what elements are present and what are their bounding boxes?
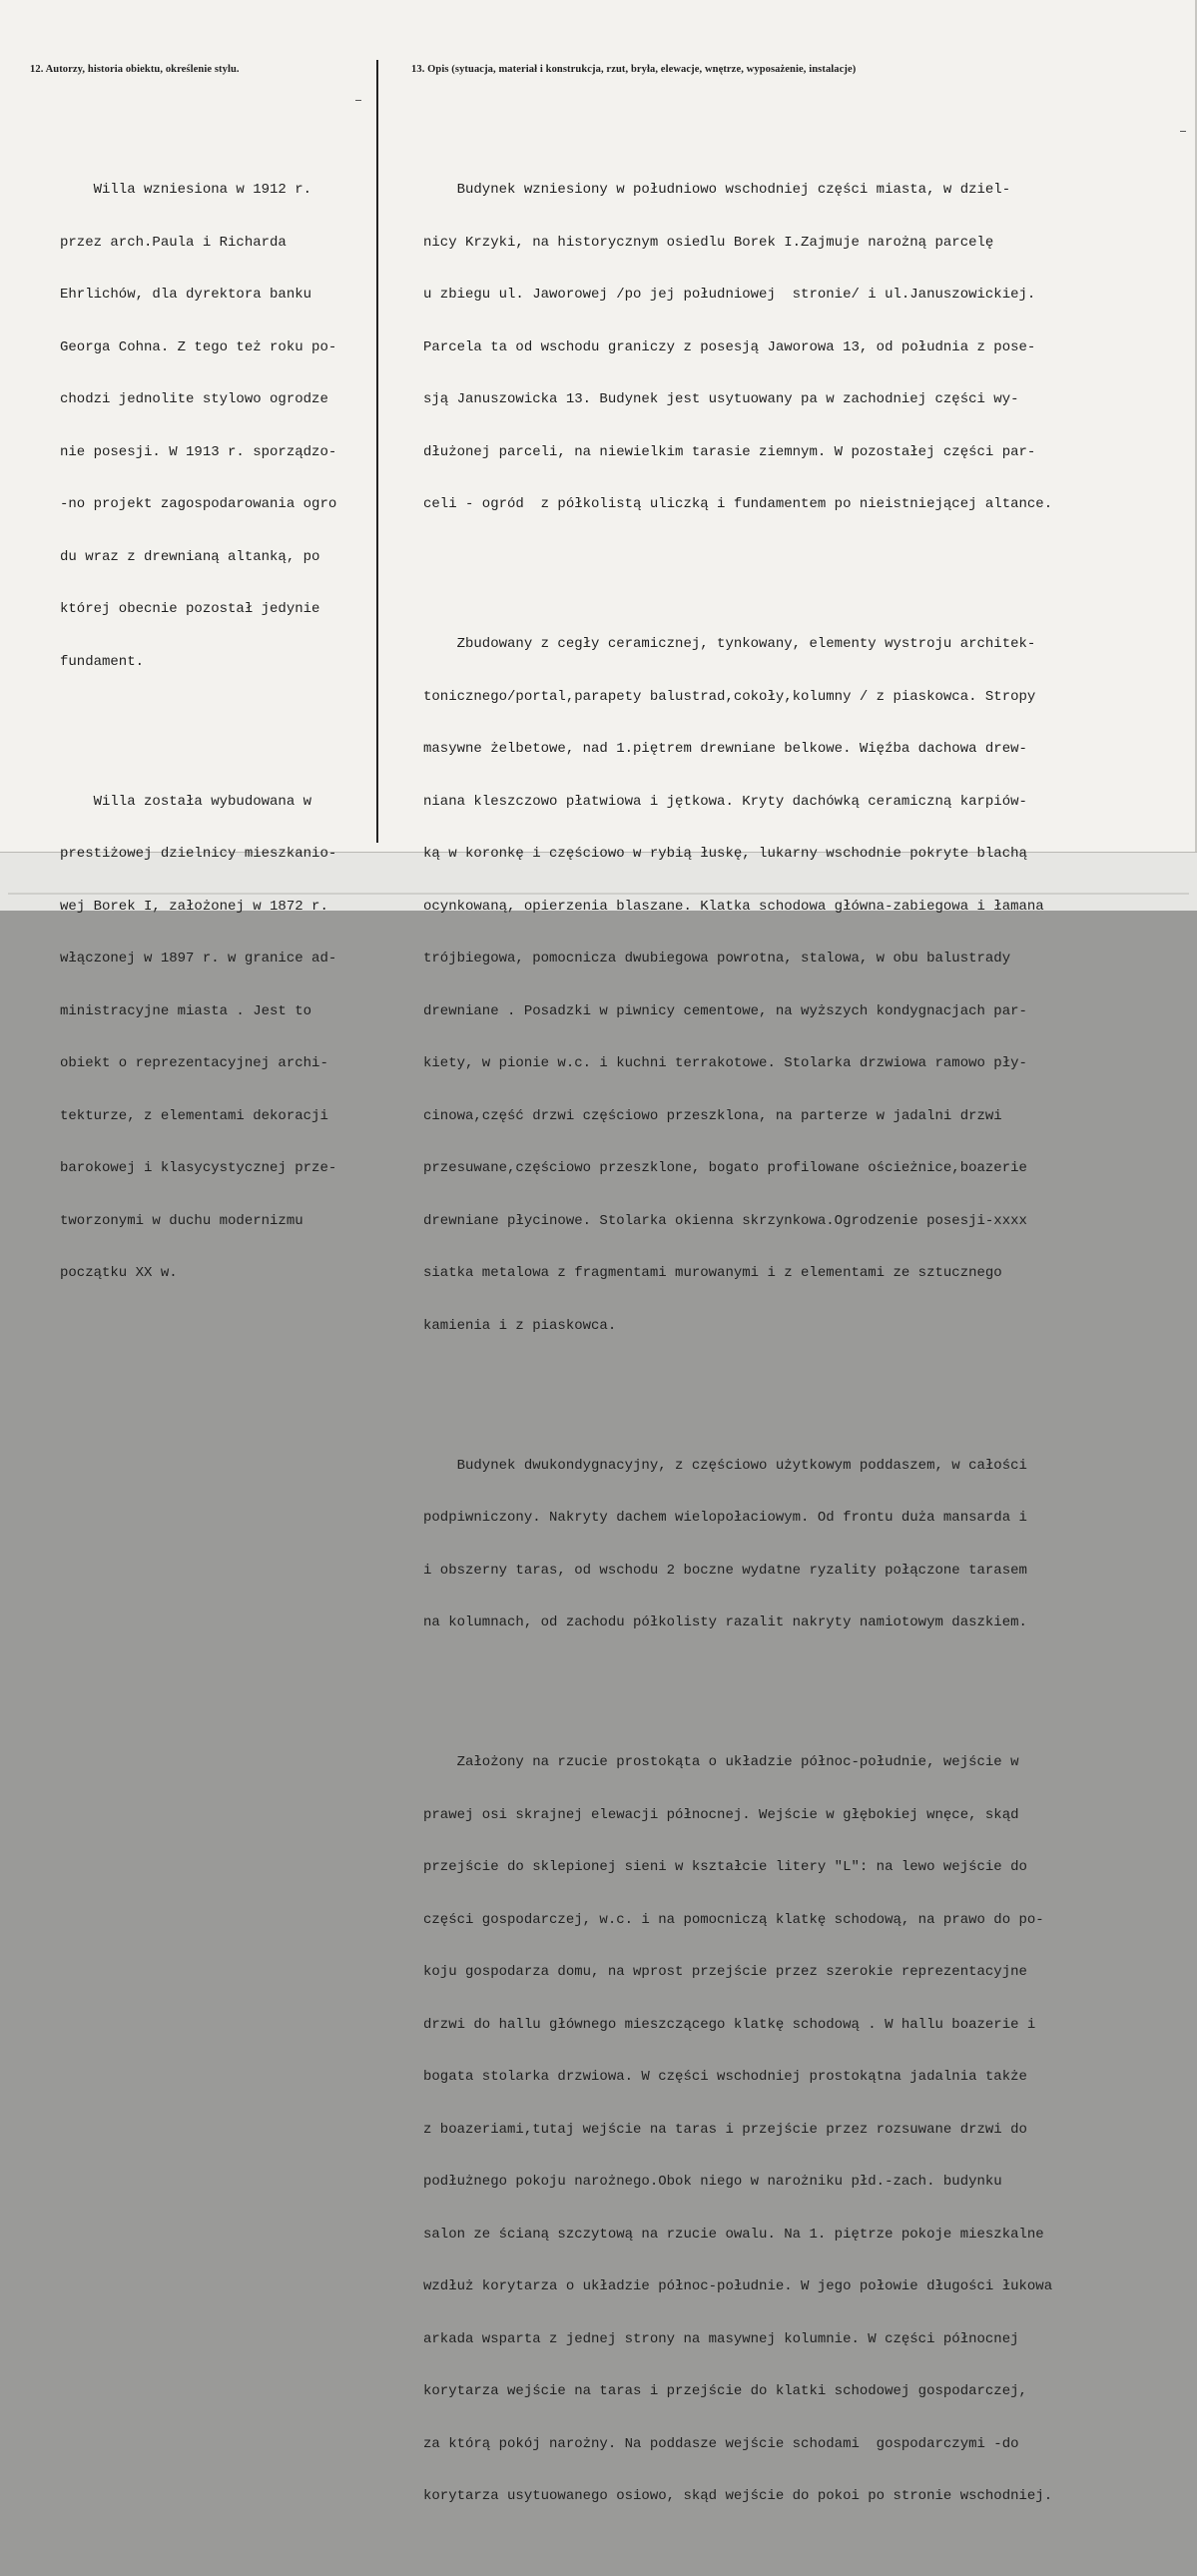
- right-paragraph: [423, 601, 1052, 1370]
- text-line: początku XX w.: [60, 1265, 178, 1281]
- text-line: tekturze, z elementami dekoracji: [60, 1107, 328, 1124]
- text-line: -no projekt zagospodarowania ogro: [60, 496, 337, 512]
- text-line: i obszerny taras, od wschodu 2 boczne wydatne ryzality połączone tarasem: [423, 1562, 1027, 1579]
- text-line: korytarza usytuowanego osiowo, skąd wejście do pokoi po stronie wschodniej.: [423, 2488, 1053, 2504]
- text-line: arkada wsparta z jednej strony na masywnej kolumnie. W części północnej: [423, 2330, 1019, 2347]
- margin-mark: [355, 100, 361, 101]
- text-line: tworzonymi w duchu modernizmu: [60, 1212, 303, 1229]
- section-12-header: 12. Autorzy, historia obiektu, określenie stylu.: [30, 64, 240, 75]
- text-line: części gospodarczej, w.c. i na pomocniczą klatkę schodową, na prawo do po-: [423, 1911, 1044, 1928]
- text-line: koju gospodarza domu, na wprost przejście przez szerokie reprezentacyjne: [423, 1964, 1027, 1980]
- text-line: Georga Cohna. Z tego też roku po-: [60, 338, 337, 355]
- text-line: podpiwniczony. Nakryty dachem wielopołaciowym. Od frontu duża mansarda i: [423, 1510, 1027, 1526]
- text-line: drzwi do hallu głównego mieszczącego klatkę schodową . W hallu boazerie i: [423, 2016, 1036, 2033]
- text-line: za którą pokój narożny. Na poddasze wejście schodami gospodarczymi -do: [423, 2435, 1019, 2452]
- text-line: Willa wzniesiona w 1912 r.: [60, 182, 312, 198]
- text-line: u zbiegu ul. Jaworowej /po jej południowej stronie/ i ul.Januszowickiej.: [423, 287, 1036, 303]
- text-line: tonicznego/portal,parapety balustrad,cokoły,kolumny / z piaskowca. Stropy: [423, 688, 1036, 705]
- text-line: podłużnego pokoju narożnego.Obok niego w narożniku płd.-zach. budynku: [423, 2174, 1002, 2190]
- text-line: prawej osi skrajnej elewacji północnej. Wejście w głębokiej wnęce, skąd: [423, 1806, 1019, 1823]
- text-line: nicy Krzyki, na historycznym osiedlu Borek I.Zajmuje narożną parcelę: [423, 234, 994, 251]
- text-line: przesuwane,częściowo przeszklone, bogato profilowane ościeżnice,boazerie: [423, 1160, 1027, 1176]
- text-line: ocynkowaną, opierzenia blaszane. Klatka schodowa główna-zabiegowa i łamana: [423, 898, 1044, 915]
- text-line: celi - ogród z półkolistą uliczką i fundamentem po nieistniejącej altance.: [423, 496, 1053, 512]
- left-paragraph: [60, 147, 336, 706]
- text-line: Zbudowany z cegły ceramicznej, tynkowany, elementy wystroju architek-: [423, 636, 1036, 652]
- text-line: ką w koronkę i częściowo w rybią łuskę, lukarny wschodnie pokryte blachą: [423, 846, 1027, 862]
- text-line: wzdłuż korytarza o układzie północ-południe. W jego połowie długości łukowa: [423, 2278, 1053, 2294]
- text-line: bogata stolarka drzwiowa. W części wschodniej prostokątna jadalnia także: [423, 2069, 1027, 2085]
- text-line: dłużonej parceli, na niewielkim tarasie ziemnym. W pozostałej części par-: [423, 443, 1036, 460]
- text-line: masywne żelbetowe, nad 1.piętrem drewniane belkowe. Więźba dachowa drew-: [423, 741, 1027, 757]
- text-line: Budynek wzniesiony w południowo wschodniej części miasta, w dziel-: [423, 182, 1011, 198]
- text-line: drewniane płycinowe. Stolarka okienna skrzynkowa.Ogrodzenie posesji-xxxx: [423, 1212, 1027, 1229]
- margin-mark: [1180, 131, 1186, 132]
- text-line: Założony na rzucie prostokąta o układzie północ-południe, wejście w: [423, 1754, 1019, 1770]
- right-column-text: [423, 112, 1052, 2576]
- text-line: cinowa,część drzwi częściowo przeszklona, na parterze w jadalni drzwi: [423, 1107, 1002, 1124]
- right-paragraph: [423, 1719, 1052, 2541]
- text-line: Willa została wybudowana w: [60, 793, 312, 810]
- text-line: du wraz z drewnianą altanką, po: [60, 548, 320, 565]
- text-line: trójbiegowa, pomocnicza dwubiegowa powrotna, stalowa, w obu balustrady: [423, 951, 1011, 966]
- section-13-header: 13. Opis (sytuacja, materiał i konstrukcja, rzut, bryła, elewacje, wnętrze, wyposażenie, instalacje): [411, 64, 857, 75]
- right-paragraph: [423, 147, 1052, 549]
- text-line: wej Borek I, założonej w 1872 r.: [60, 898, 328, 915]
- text-line: obiekt o reprezentacyjnej archi-: [60, 1055, 328, 1071]
- text-line: przez arch.Paula i Richarda: [60, 234, 287, 251]
- text-line: przejście do sklepionej sieni w kształcie litery "L": na lewo wejście do: [423, 1859, 1027, 1875]
- left-column-text: [60, 112, 336, 1353]
- text-line: kiety, w pionie w.c. i kuchni terrakotowe. Stolarka drzwiowa ramowo pły-: [423, 1055, 1027, 1071]
- text-line: na kolumnach, od zachodu półkolisty razalit nakryty namiotowym daszkiem.: [423, 1614, 1027, 1630]
- text-line: z boazeriami,tutaj wejście na taras i przejście przez rozsuwane drzwi do: [423, 2121, 1027, 2138]
- text-line: włączonej w 1897 r. w granice ad-: [60, 951, 337, 966]
- text-line: Ehrlichów, dla dyrektora banku: [60, 287, 312, 303]
- text-line: Parcela ta od wschodu graniczy z posesją Jaworowa 13, od południa z pose-: [423, 338, 1036, 355]
- text-line: fundament.: [60, 653, 145, 670]
- text-line: nie posesji. W 1913 r. sporządzo-: [60, 443, 337, 460]
- right-paragraph: [423, 1423, 1052, 1667]
- text-line: niana kleszczowo płatwiowa i jętkowa. Kryty dachówką ceramiczną karpiów-: [423, 793, 1027, 810]
- text-line: sją Januszowicka 13. Budynek jest usytuowany pa w zachodniej części wy-: [423, 391, 1019, 407]
- left-paragraph: [60, 759, 336, 1318]
- text-line: siatka metalowa z fragmentami murowanymi i z elementami ze sztucznego: [423, 1265, 1002, 1281]
- text-line: której obecnie pozostał jedynie: [60, 601, 320, 617]
- text-line: chodzi jednolite stylowo ogrodze: [60, 391, 328, 407]
- column-divider: [376, 60, 378, 843]
- text-line: ministracyjne miasta . Jest to: [60, 1002, 312, 1019]
- text-line: barokowej i klasycystycznej prze-: [60, 1160, 337, 1176]
- text-line: korytarza wejście na taras i przejście do klatki schodowej gospodarczej,: [423, 2383, 1027, 2399]
- text-line: Budynek dwukondygnacyjny, z częściowo użytkowym poddaszem, w całości: [423, 1457, 1027, 1474]
- text-line: salon ze ścianą szczytową na rzucie owalu. Na 1. piętrze pokoje mieszkalne: [423, 2226, 1044, 2243]
- text-line: kamienia i z piaskowca.: [423, 1317, 617, 1334]
- text-line: drewniane . Posadzki w piwnicy cementowe, na wyższych kondygnacjach par-: [423, 1002, 1027, 1019]
- text-line: prestiżowej dzielnicy mieszkanio-: [60, 846, 337, 862]
